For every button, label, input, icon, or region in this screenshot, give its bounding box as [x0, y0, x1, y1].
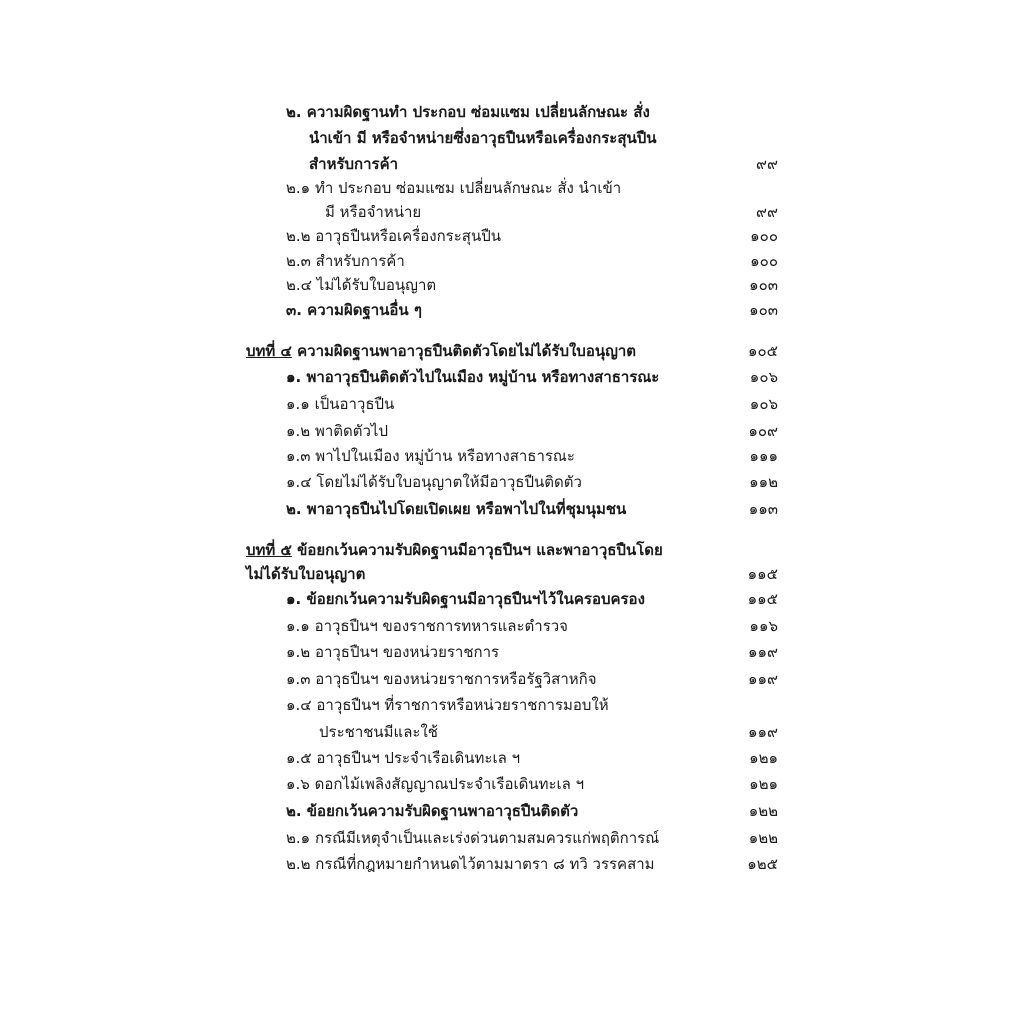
toc-page-number: ๑๐๖ [749, 395, 778, 413]
toc-entry-4-1: ๑. พาอาวุธปืนติดตัวไปในเมือง หมู่บ้าน หรือทางสาธารณะ [286, 368, 660, 386]
toc-entry-5-2-1: ๒.๑ กรณีมีเหตุจำเป็นและเร่งด่วนตามสมควรแก่พฤติการณ์ [286, 829, 660, 847]
toc-entry-4-1-3: ๑.๓ พาไปในเมือง หมู่บ้าน หรือทางสาธารณะ [286, 447, 575, 465]
toc-entry-5-1-3: ๑.๓ อาวุธปืนฯ ของหน่วยราชการหรือรัฐวิสาหกิจ [286, 670, 597, 688]
toc-entry-5-2-2: ๒.๒ กรณีที่กฎหมายกำหนดไว้ตามมาตรา ๘ ทวิ วรรคสาม [286, 855, 655, 873]
toc-entry-5-1: ๑. ข้อยกเว้นความรับผิดฐานมีอาวุธปืนฯไว้ในครอบครอง [286, 590, 645, 608]
toc-entry-3: ๓. ความผิดฐานอื่น ๆ [286, 301, 422, 319]
toc-entry-5-1-1: ๑.๑ อาวุธปืนฯ ของราชการทหารและตำรวจ [286, 617, 568, 635]
toc-entry-5-1-5: ๑.๕ อาวุธปืนฯ ประจำเรือเดินทะเล ฯ [286, 749, 521, 767]
toc-page-number: ๑๒๒ [748, 802, 778, 820]
toc-page-number: ๑๑๒ [749, 473, 778, 491]
toc-page-number: ๑๑๖ [749, 617, 778, 635]
toc-page-number: ๑๐๓ [749, 301, 778, 319]
toc-page-number: ๑๒๒ [748, 829, 778, 847]
chapter-4-title: ความผิดฐานพาอาวุธปืนติดตัวโดยไม่ได้รับใบอนุญาต [297, 342, 637, 360]
toc-page-number: ๑๒๑ [749, 749, 778, 767]
toc-page-number: ๑๒๕ [747, 855, 778, 873]
toc-page-number: ๑๑๙ [747, 670, 778, 688]
chapter-4-heading [246, 338, 636, 364]
toc-page-number: ๑๑๕ [747, 590, 778, 608]
toc-page-number: ๑๒๑ [749, 775, 778, 793]
toc-entry-5-1-4-line2: ประชาชนมีและใช้ [319, 723, 438, 741]
toc-entry-2-line2: นำเข้า มี หรือจำหน่ายซึ่งอาวุธปืนหรือเครื่องกระสุนปืน [309, 129, 657, 147]
toc-entry-5-1-2: ๑.๒ อาวุธปืนฯ ของหน่วยราชการ [286, 643, 500, 661]
toc-page-number: ๑๐๕ [747, 342, 778, 360]
toc-page-number: ๑๑๙ [747, 723, 778, 741]
toc-entry-5-1-4: ๑.๔ อาวุธปืนฯ ที่ราชการหรือหน่วยราชการมอบให้ [286, 696, 609, 714]
toc-page-number: ๑๐๖ [749, 368, 778, 386]
toc-entry-4-2: ๒. พาอาวุธปืนไปโดยเปิดเผย หรือพาไปในที่ชุมนุมชน [286, 500, 627, 518]
toc-entry-2-1: ๒.๑ ทำ ประกอบ ซ่อมแซม เปลี่ยนลักษณะ สั่ง นำเข้า [286, 179, 622, 197]
toc-entry-2-3: ๒.๓ สำหรับการค้า [286, 252, 405, 270]
toc-entry-2-4: ๒.๔ ไม่ได้รับใบอนุญาต [286, 276, 437, 294]
chapter-4-label: บทที่ ๔ [246, 342, 292, 360]
toc-page-number: ๑๐๙ [748, 422, 778, 440]
toc-page-number: ๑๐๐ [750, 252, 778, 270]
toc-entry-2-line3: สำหรับการค้า [309, 155, 399, 173]
chapter-5-title-line2: ไม่ได้รับใบอนุญาต [246, 565, 366, 583]
toc-entry-4-1-4: ๑.๔ โดยไม่ได้รับใบอนุญาตให้มีอาวุธปืนติดตัว [286, 473, 582, 491]
toc-entry-2-1-line2: มี หรือจำหน่าย [325, 203, 422, 221]
toc-entry-2: ๒. ความผิดฐานทำ ประกอบ ซ่อมแซม เปลี่ยนลักษณะ สั่ง [286, 103, 650, 121]
chapter-5-title: ข้อยกเว้นความรับผิดฐานมีอาวุธปืนฯ และพาอาวุธปืนโดย [297, 541, 663, 559]
toc-page-number: ๑๑๙ [747, 643, 778, 661]
chapter-5-label: บทที่ ๕ [246, 541, 292, 559]
toc-page-number: ๑๑๕ [747, 565, 778, 583]
toc-page-number: ๑๑๑ [749, 447, 778, 465]
toc-entry-5-1-6: ๑.๖ ดอกไม้เพลิงสัญญาณประจำเรือเดินทะเล ฯ [286, 775, 585, 793]
toc-page-number: ๑๑๓ [748, 500, 778, 518]
toc-page-number: ๙๙ [756, 203, 778, 221]
toc-entry-4-1-2: ๑.๒ พาติดตัวไป [286, 422, 388, 440]
toc-page-number: ๑๐๐ [750, 227, 778, 245]
toc-entry-5-2: ๒. ข้อยกเว้นความรับผิดฐานพาอาวุธปืนติดตัว [286, 802, 579, 820]
chapter-5-heading [246, 537, 663, 563]
toc-entry-2-2: ๒.๒ อาวุธปืนหรือเครื่องกระสุนปืน [286, 227, 501, 245]
toc-page-number: ๙๙ [756, 155, 778, 173]
toc-entry-4-1-1: ๑.๑ เป็นอาวุธปืน [286, 395, 395, 413]
toc-page-number: ๑๐๓ [749, 276, 778, 294]
